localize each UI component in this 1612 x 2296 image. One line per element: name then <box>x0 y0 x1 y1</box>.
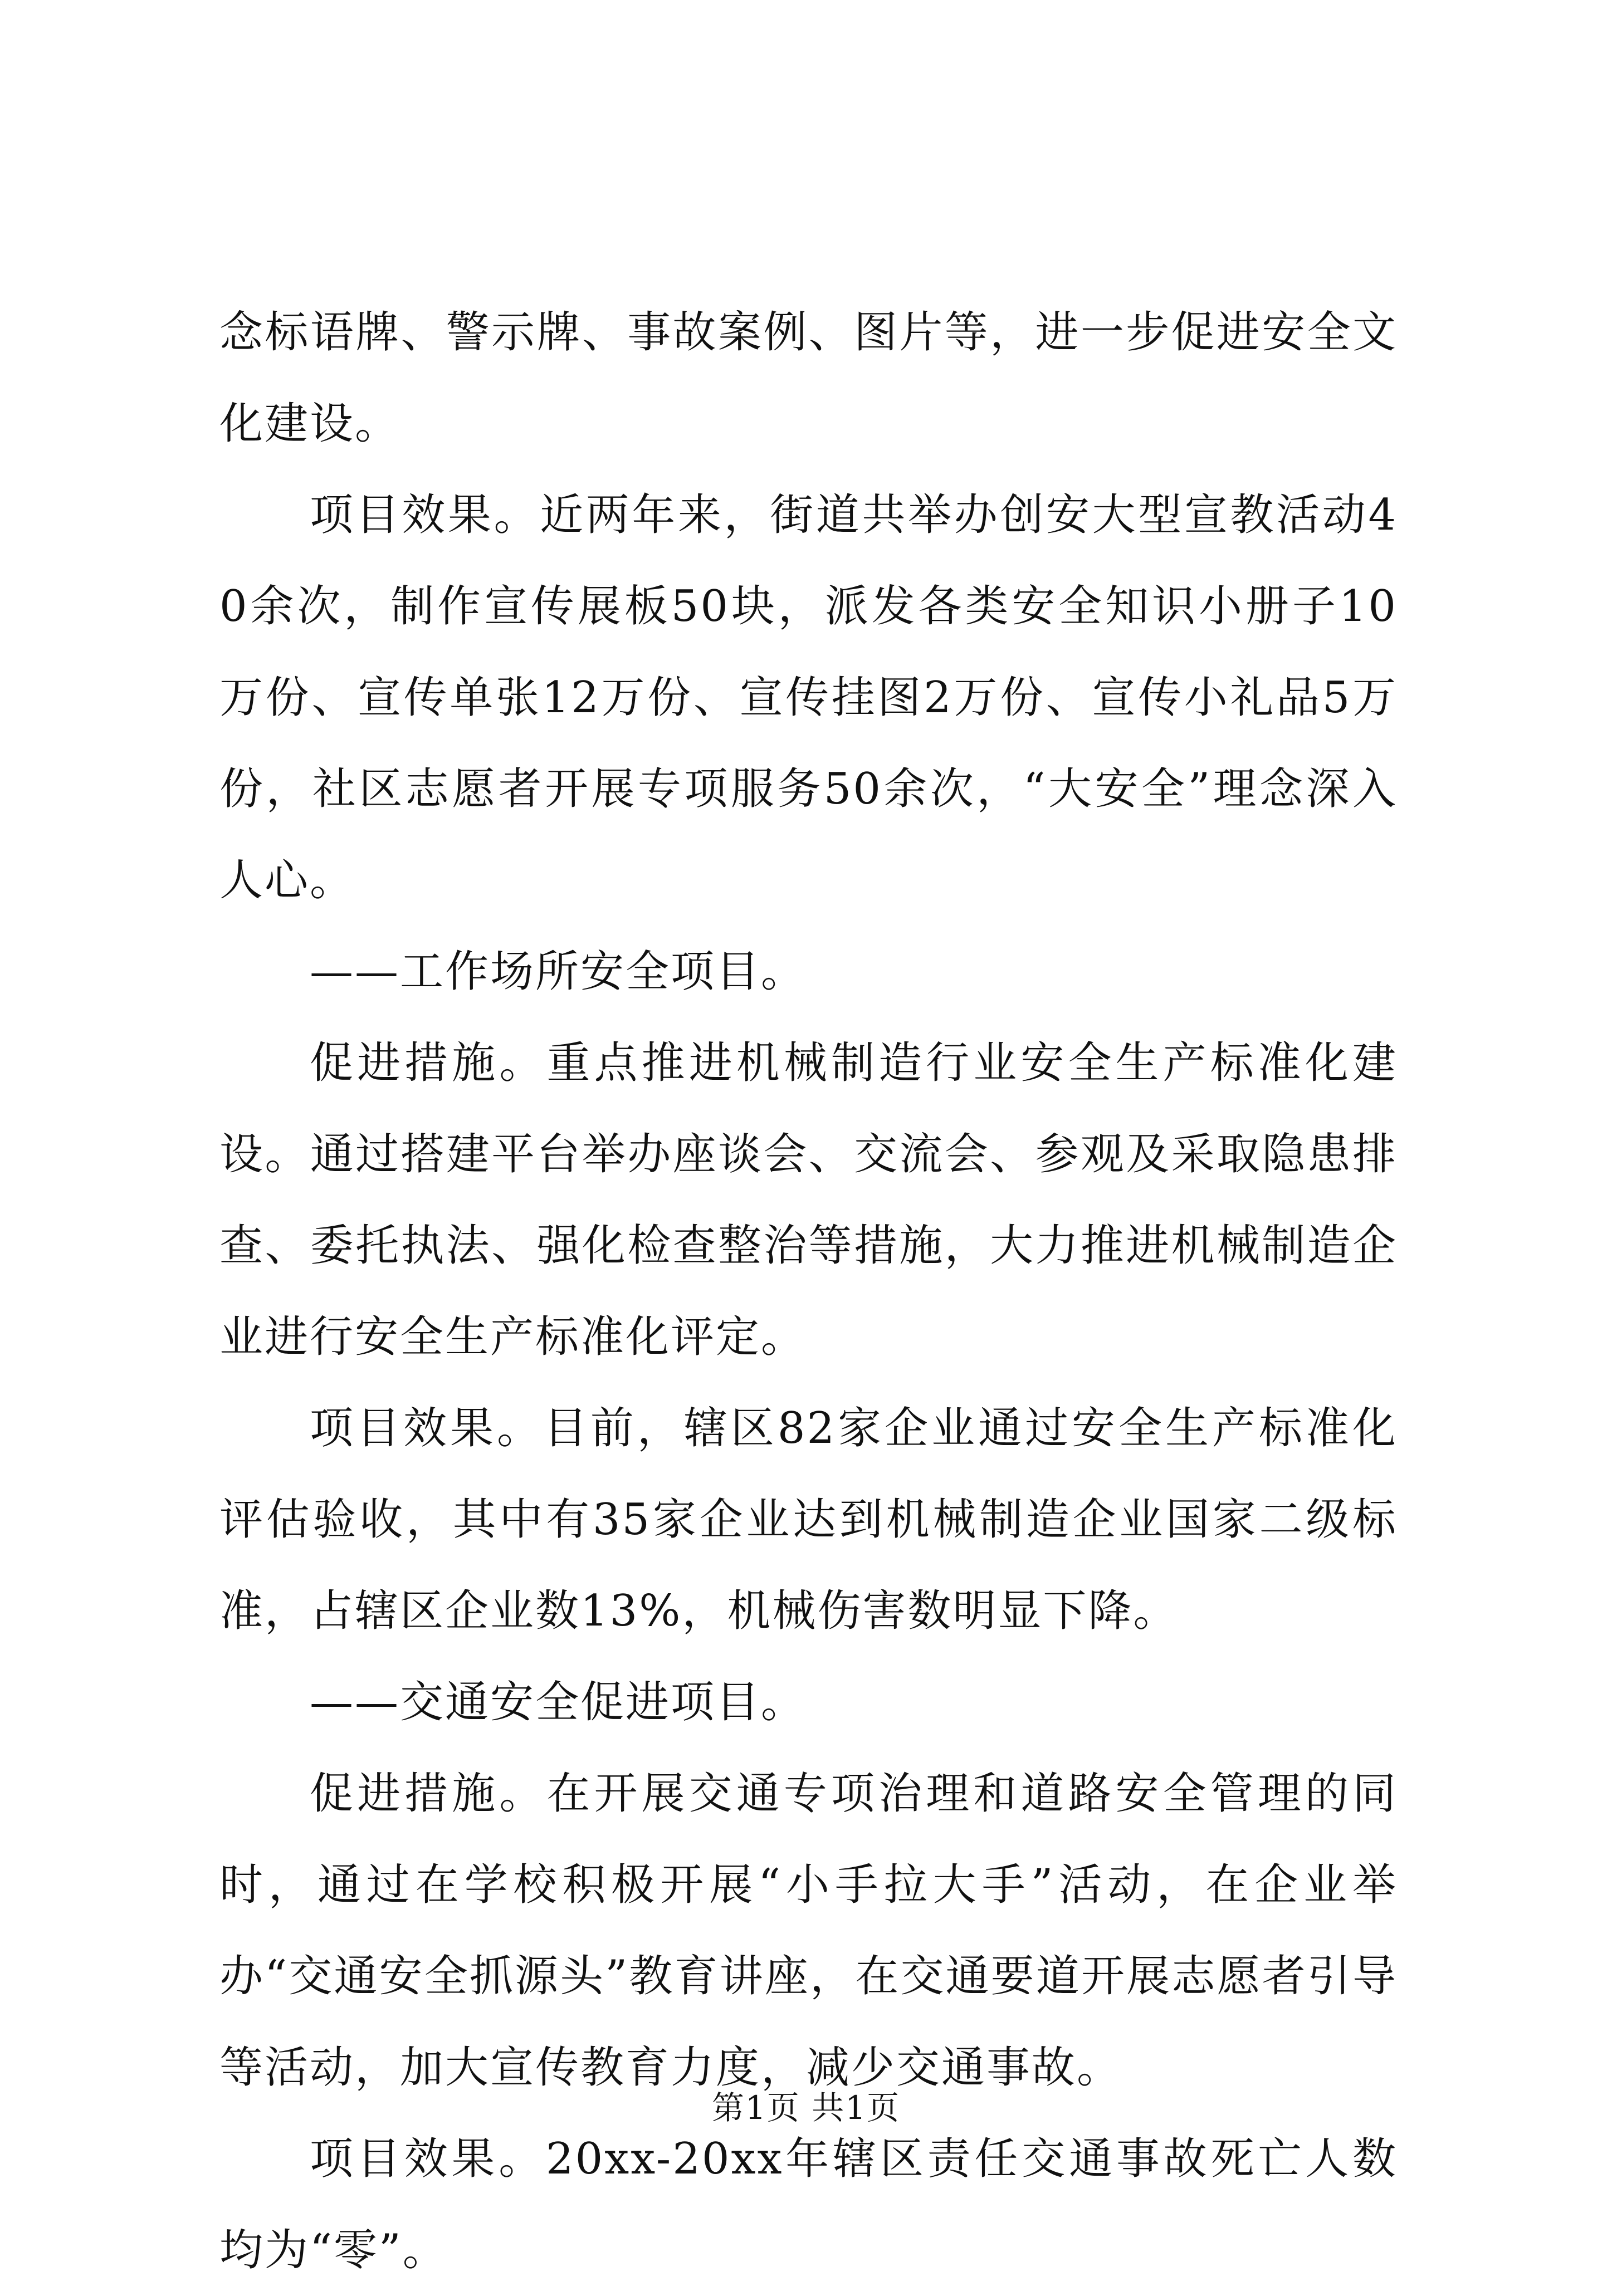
page-footer: 第1页 共1页 <box>711 2089 901 2127</box>
section-heading-traffic-safety: ——交通安全促进项目。 <box>310 1677 807 1727</box>
document-body <box>219 287 1398 2296</box>
paragraph-traffic-measures: 促进措施。在开展交通专项治理和道路安全管理的同时，通过在学校积极开展“小手拉大手”活动，在企业举办“交通安全抓源头”教育讲座，在交通要道开展志愿者引导等活动，加大宣传教育力度，减少交通事故。 <box>219 1769 1398 2093</box>
paragraph-workplace-effect: 项目效果。目前，辖区82家企业通过安全生产标准化评估验收，其中有35家企业达到机械制造企业国家二级标准，占辖区企业数13%，机械伤害数明显下降。 <box>219 1403 1398 1636</box>
section-heading-workplace-safety: ——工作场所安全项目。 <box>310 947 807 997</box>
paragraph-propaganda-effect: 项目效果。近两年来，街道共举办创安大型宣教活动40余次，制作宣传展板50块，派发各类安全知识小册子10万份、宣传单张12万份、宣传挂图2万份、宣传小礼品5万份，社区志愿者开展专项服务50余次，“大安全”理念深入人心。 <box>219 490 1398 905</box>
paragraph-workplace-measures: 促进措施。重点推进机械制造行业安全生产标准化建设。通过搭建平台举办座谈会、交流会、参观及采取隐患排查、委托执法、强化检查整治等措施，大力推进机械制造企业进行安全生产标准化评定。 <box>219 1038 1398 1362</box>
paragraph-culture-continuation: 念标语牌、警示牌、事故案例、图片等，进一步促进安全文化建设。 <box>219 307 1398 449</box>
paragraph-traffic-effect: 项目效果。20xx-20xx年辖区责任交通事故死亡人数均为“零”。 <box>219 2134 1398 2275</box>
